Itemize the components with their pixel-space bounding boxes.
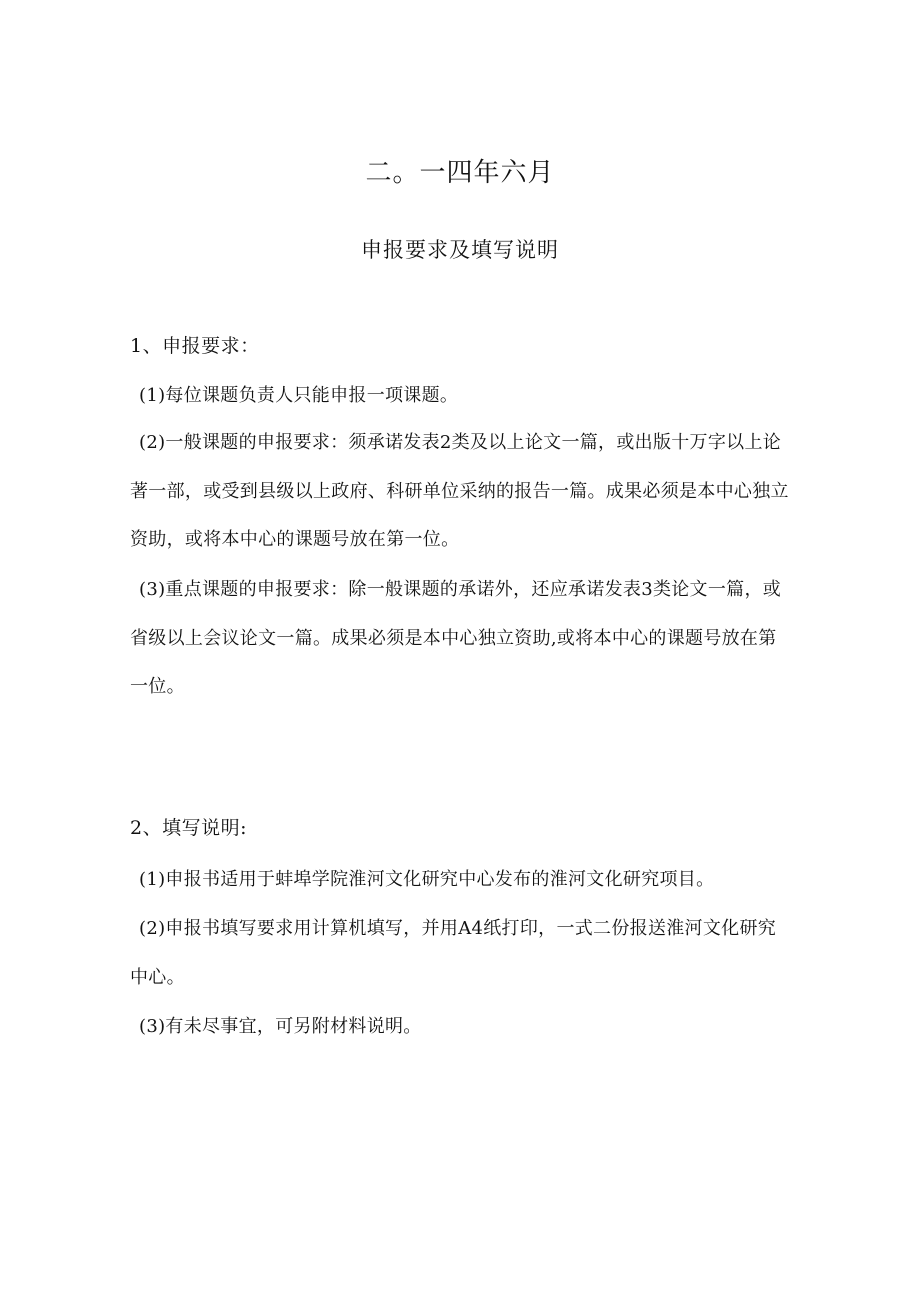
instruction-item-3: (3)有未尽事宜，可另附材料说明。 [139,1016,422,1037]
document-title: 申报要求及填写说明 [361,238,559,262]
instruction-item-2: (2)申报书填写要求用计算机填写，并用A4纸打印，一式二份报送淮河文化研究中心。 [130,918,777,988]
requirement-item-3: (3)重点课题的申报要求：除一般课题的承诺外，还应承诺发表3类论文一篇，或省级以上会议论文一篇。成果必须是本中心独立资助,或将本中心的课题号放在第一位。 [130,579,782,697]
section-heading-instructions: 2、填写说明: [130,817,247,839]
instruction-item-1: (1)申报书适用于蚌埠学院淮河文化研究中心发布的淮河文化研究项目。 [139,869,715,890]
section-heading-requirements: 1、申报要求： [130,335,260,357]
date-line: 二。一四年六月 [365,158,555,188]
requirement-item-1: (1)每位课题负责人只能申报一项课题。 [139,385,459,406]
requirement-item-2: (2)一般课题的申报要求：须承诺发表2类及以上论文一篇，或出版十万字以上论著一部，或受到县级以上政府、科研单位采纳的报告一篇。成果必须是本中心独立资助，或将本中心的课题号放在第一位。 [130,432,789,550]
